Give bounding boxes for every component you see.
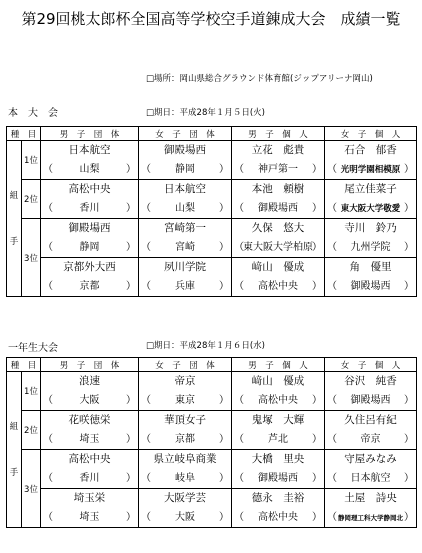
close-paren: ）: [404, 395, 414, 406]
entrant-affiliation-line: [325, 391, 416, 410]
entrant-name: 立花 彪貴: [251, 144, 305, 156]
results-table-freshman: [6, 357, 417, 528]
entrant-affiliation-line: [41, 508, 138, 527]
result-cell: [232, 489, 325, 528]
close-paren: ）: [312, 164, 322, 175]
result-cell: [325, 258, 417, 297]
close-paren: ）: [312, 281, 322, 292]
close-paren: ）: [312, 242, 322, 253]
result-cell: [41, 372, 139, 411]
close-paren: ）: [219, 512, 229, 523]
result-cell: [325, 411, 417, 450]
column-header: 女 子 団 体: [139, 358, 232, 372]
entrant-affiliation: 東大阪大学敬愛: [340, 204, 401, 214]
table-row: [7, 450, 417, 489]
results-table-main: [6, 126, 417, 297]
result-cell: [325, 180, 417, 219]
entrant-affiliation-line: [232, 160, 324, 179]
rank-label: 3位: [22, 219, 41, 297]
entrant-name: 浪速: [79, 375, 100, 387]
close-paren: ）: [219, 434, 229, 445]
entrant-affiliation: 御殿場西: [350, 395, 391, 406]
entrant-name: 守屋みなみ: [344, 453, 397, 465]
entrant-affiliation-line: [139, 469, 231, 488]
result-cell: [41, 411, 139, 450]
entrant-affiliation-line: [325, 238, 416, 257]
entrant-affiliation: 御殿場西: [350, 281, 391, 292]
result-cell: [41, 141, 139, 180]
entrant-affiliation-line: [232, 430, 324, 449]
event-kumite-label: 組 手: [7, 372, 22, 528]
entrant-name: 﨑山 優成: [251, 375, 305, 387]
close-paren: ）: [219, 164, 229, 175]
entrant-name: 日本航空: [164, 183, 206, 195]
entrant-affiliation-line: [325, 277, 416, 296]
entrant-affiliation: 京都: [79, 281, 100, 292]
table-row: [7, 219, 417, 258]
column-header: 男 子 個 人: [232, 127, 325, 141]
entrant-name: 德永 圭裕: [251, 492, 305, 504]
entrant-name: 谷沢 純香: [344, 375, 397, 387]
open-paren: （: [234, 395, 244, 406]
result-cell: [139, 450, 232, 489]
entrant-affiliation-line: [325, 199, 416, 218]
entrant-affiliation: 光明学園相模原: [340, 165, 401, 175]
close-paren: ）: [126, 434, 136, 445]
open-paren: （: [43, 512, 53, 523]
open-paren: （: [141, 281, 151, 292]
entrant-name: 夙川学院: [164, 261, 206, 273]
close-paren: ）: [404, 281, 414, 292]
open-paren: （: [327, 281, 337, 292]
close-paren: ）: [126, 473, 136, 484]
open-paren: （: [327, 434, 337, 445]
result-cell: [41, 219, 139, 258]
result-cell: [325, 372, 417, 411]
column-header: 男 子 団 体: [41, 127, 139, 141]
entrant-affiliation: 山梨: [79, 164, 100, 175]
open-paren: （: [141, 242, 151, 253]
entrant-name: 帝京: [174, 375, 196, 387]
close-paren: ）: [404, 203, 414, 214]
close-paren: ）: [404, 512, 414, 523]
entrant-affiliation: 高松中央: [258, 395, 298, 406]
result-cell: [325, 489, 417, 528]
entrant-affiliation-line: [325, 160, 416, 179]
entrant-affiliation: 宮崎: [175, 242, 195, 253]
open-paren: （: [141, 512, 151, 523]
table-row: [7, 258, 417, 297]
column-header: 男 子 団 体: [41, 358, 139, 372]
entrant-name: 御殿場西: [68, 222, 111, 234]
entrant-name: 大阪学芸: [164, 492, 206, 504]
entrant-affiliation-line: [41, 199, 138, 218]
entrant-affiliation-line: [139, 430, 231, 449]
entrant-affiliation: 静岡理工科大学静岡北: [338, 514, 403, 522]
result-cell: [139, 411, 232, 450]
close-paren: ）: [126, 203, 136, 214]
column-header: 女 子 団 体: [139, 127, 232, 141]
open-paren: （: [141, 434, 151, 445]
entrant-affiliation: 静岡: [175, 164, 195, 175]
result-cell: [139, 141, 232, 180]
open-paren: （: [43, 242, 53, 253]
close-paren: ）: [312, 512, 322, 523]
close-paren: ）: [312, 395, 322, 406]
open-paren: （: [141, 395, 151, 406]
table-row: [7, 180, 417, 219]
entrant-affiliation: 東京: [175, 395, 195, 406]
section-name-main: 本 大 会: [8, 108, 58, 119]
entrant-name: 埼玉栄: [73, 492, 106, 504]
entrant-name: 寺川 鈴乃: [344, 222, 397, 234]
open-paren: （: [234, 281, 244, 292]
open-paren: （: [141, 164, 151, 175]
table-row: [7, 411, 417, 450]
entrant-affiliation-line: [139, 391, 231, 410]
result-cell: [139, 372, 232, 411]
entrant-affiliation: 大阪: [79, 395, 100, 406]
open-paren: （: [141, 203, 151, 214]
entrant-name: 京都外大西: [63, 261, 116, 273]
venue-line: □場所：岡山県総合グラウンド体育館(ジップアリーナ岡山): [146, 74, 373, 84]
result-cell: [325, 450, 417, 489]
open-paren: （: [43, 395, 53, 406]
section-name-freshman: 一年生大会: [8, 343, 58, 354]
open-paren: （: [327, 473, 337, 484]
open-paren: （: [234, 203, 244, 214]
entrant-affiliation-line: [232, 238, 324, 257]
close-paren: ）: [219, 242, 229, 253]
table-row: [7, 489, 417, 528]
open-paren: （: [234, 473, 244, 484]
entrant-affiliation-line: [232, 277, 324, 296]
close-paren: ）: [126, 242, 136, 253]
column-header: 女 子 個 人: [325, 127, 417, 141]
entrant-affiliation-line: [325, 430, 416, 449]
entrant-affiliation: 高松中央: [258, 281, 298, 292]
open-paren: （: [327, 395, 337, 406]
open-paren: （: [43, 473, 53, 484]
result-cell: [139, 258, 232, 297]
close-paren: ）: [219, 281, 229, 292]
close-paren: ）: [404, 242, 414, 253]
result-cell: [139, 489, 232, 528]
close-paren: ）: [126, 395, 136, 406]
open-paren: （: [327, 512, 337, 523]
entrant-affiliation: 静岡: [79, 242, 100, 253]
open-paren: （: [327, 164, 337, 175]
entrant-affiliation: 兵庫: [175, 281, 195, 292]
section-date-main: □期日：平成28年１月５日(火): [146, 108, 265, 118]
close-paren: ）: [312, 473, 322, 484]
result-cell: [232, 372, 325, 411]
entrant-name: 県立岐阜商業: [153, 453, 217, 465]
table-row: [7, 141, 417, 180]
result-cell: [139, 219, 232, 258]
result-cell: [41, 180, 139, 219]
table-row: [7, 372, 417, 411]
result-cell: [232, 450, 325, 489]
result-cell: [41, 489, 139, 528]
close-paren: ）: [219, 203, 229, 214]
entrant-name: 本池 頼樹: [251, 183, 305, 195]
entrant-affiliation: 山梨: [175, 203, 195, 214]
result-cell: [41, 258, 139, 297]
open-paren: （: [234, 164, 244, 175]
result-cell: [325, 219, 417, 258]
rank-label: 1位: [22, 141, 41, 180]
entrant-affiliation-line: [232, 508, 324, 527]
page-title: 第29回桃太郎杯全国高等学校空手道錬成大会 成績一覧: [21, 10, 401, 28]
entrant-affiliation: 香川: [79, 473, 100, 484]
entrant-affiliation-line: [41, 277, 138, 296]
open-paren: （: [43, 434, 53, 445]
entrant-affiliation: 九州学院: [350, 242, 391, 253]
entrant-name: 大橋 里央: [251, 453, 305, 465]
entrant-name: 高松中央: [68, 183, 111, 195]
rank-label: 2位: [22, 411, 41, 450]
open-paren: （: [43, 164, 53, 175]
close-paren: ）: [312, 434, 322, 445]
result-cell: [232, 258, 325, 297]
entrant-name: 御殿場西: [164, 144, 206, 156]
column-header: 種 目: [7, 358, 41, 372]
entrant-affiliation: 埼玉: [79, 512, 100, 523]
entrant-name: 宮崎第一: [164, 222, 206, 234]
open-paren: （: [234, 434, 244, 445]
entrant-name: 鬼塚 大輝: [251, 414, 305, 426]
entrant-name: 花咲徳栄: [68, 414, 111, 426]
entrant-affiliation-line: [41, 160, 138, 179]
entrant-affiliation-line: [139, 508, 231, 527]
entrant-affiliation: 東大阪大学柏原: [243, 242, 313, 253]
column-header: 女 子 個 人: [325, 358, 417, 372]
open-paren: （: [43, 203, 53, 214]
close-paren: ）: [404, 164, 414, 175]
column-header: 男 子 個 人: [232, 358, 325, 372]
entrant-affiliation: 埼玉: [79, 434, 100, 445]
entrant-affiliation-line: [139, 277, 231, 296]
entrant-affiliation: 高松中央: [258, 512, 298, 523]
entrant-affiliation-line: [139, 238, 231, 257]
entrant-affiliation-line: [232, 199, 324, 218]
entrant-affiliation-line: [41, 238, 138, 257]
close-paren: ）: [404, 473, 414, 484]
entrant-name: 華頂女子: [164, 414, 206, 426]
entrant-name: 久保 悠大: [251, 222, 305, 234]
entrant-affiliation-line: [41, 391, 138, 410]
open-paren: （: [234, 512, 244, 523]
result-cell: [232, 141, 325, 180]
result-cell: [41, 450, 139, 489]
open-paren: （: [234, 242, 244, 253]
entrant-name: 尾立佳菜子: [344, 183, 397, 195]
entrant-name: 石合 郁香: [344, 144, 397, 156]
close-paren: ）: [126, 512, 136, 523]
close-paren: ）: [404, 434, 414, 445]
open-paren: （: [327, 203, 337, 214]
open-paren: （: [141, 473, 151, 484]
close-paren: ）: [126, 281, 136, 292]
entrant-affiliation: 岐阜: [175, 473, 195, 484]
entrant-affiliation-line: [139, 160, 231, 179]
entrant-affiliation-line: [139, 199, 231, 218]
result-cell: [232, 219, 325, 258]
close-paren: ）: [219, 395, 229, 406]
entrant-affiliation: 帝京: [360, 434, 381, 445]
result-cell: [232, 180, 325, 219]
section-date-freshman: □期日：平成28年１月６日(水): [146, 341, 265, 351]
event-kumite-label: 組 手: [7, 141, 22, 297]
entrant-affiliation: 香川: [79, 203, 100, 214]
result-cell: [232, 411, 325, 450]
entrant-affiliation-line: [232, 469, 324, 488]
close-paren: ）: [219, 473, 229, 484]
entrant-name: 角 優里: [349, 261, 392, 273]
entrant-affiliation: 京都: [175, 434, 195, 445]
entrant-affiliation: 大阪: [175, 512, 195, 523]
entrant-affiliation: 御殿場西: [258, 473, 298, 484]
open-paren: （: [327, 242, 337, 253]
entrant-affiliation: 芦北: [268, 434, 288, 445]
open-paren: （: [43, 281, 53, 292]
entrant-name: 﨑山 優成: [251, 261, 305, 273]
entrant-affiliation-line: [325, 469, 416, 488]
rank-label: 2位: [22, 180, 41, 219]
rank-label: 3位: [22, 450, 41, 528]
entrant-name: 久住呂有紀: [344, 414, 397, 426]
column-header: 種 目: [7, 127, 41, 141]
entrant-affiliation-line: [325, 508, 416, 527]
close-paren: ）: [312, 203, 322, 214]
entrant-name: 日本航空: [68, 144, 111, 156]
entrant-name: 高松中央: [68, 453, 111, 465]
entrant-affiliation-line: [41, 430, 138, 449]
close-paren: ）: [126, 164, 136, 175]
entrant-affiliation: 御殿場西: [258, 203, 298, 214]
entrant-name: 土屋 詩央: [344, 492, 397, 504]
entrant-affiliation-line: [232, 391, 324, 410]
result-cell: [139, 180, 232, 219]
rank-label: 1位: [22, 372, 41, 411]
entrant-affiliation-line: [41, 469, 138, 488]
result-cell: [325, 141, 417, 180]
entrant-affiliation: 日本航空: [350, 473, 391, 484]
entrant-affiliation: 神戸第一: [258, 164, 298, 175]
